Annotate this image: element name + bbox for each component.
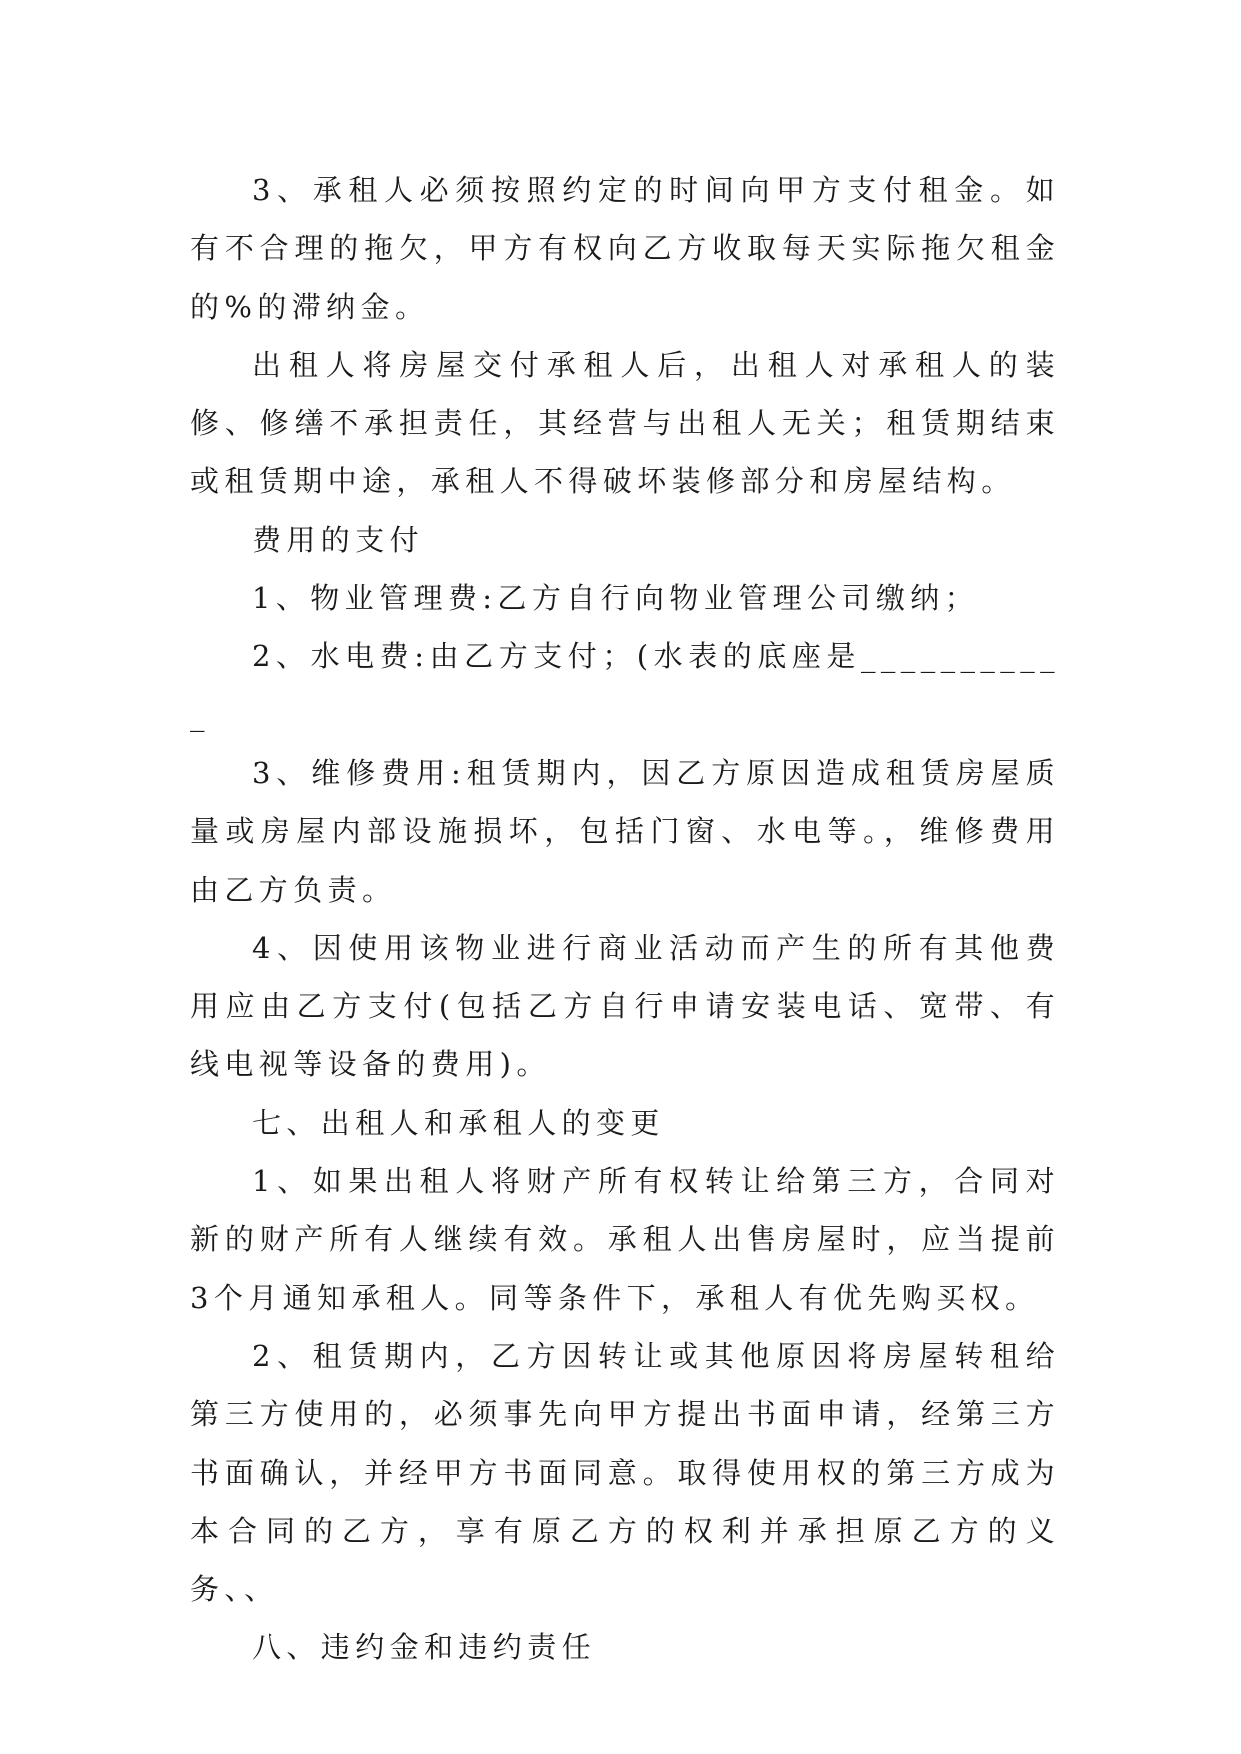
paragraph-rent-payment: 3、承租人必须按照约定的时间向甲方支付租金。如有不合理的拖欠，甲方有权向乙方收取每天实际拖欠租金的%的滞纳金。 [190,173,1060,324]
section-heading-fees: 费用的支付 [252,522,425,557]
paragraph-decoration-liability: 出租人将房屋交付承租人后，出租人对承租人的装修、修缮不承担责任，其经营与出租人无关；租赁期结束或租赁期中途，承租人不得破坏装修部分和房屋结构。 [190,347,1060,499]
paragraph-sublease: 2、租赁期内，乙方因转让或其他原因将房屋转租给第三方使用的，必须事先向甲方提出书面申请，经第三方书面确认，并经甲方书面同意。取得使用权的第三方成为本合同的乙方，享有原乙方的权利并承担原乙方的义务、、 [190,1338,1060,1607]
paragraph-ownership-transfer: 1、如果出租人将财产所有权转让给第三方，合同对新的财产所有人继续有效。承租人出售房屋时，应当提前3个月通知承租人。同等条件下，承租人有优先购买权。 [190,1164,1060,1315]
section-heading-party-change: 七、出租人和承租人的变更 [252,1105,665,1140]
paragraph-utility-fee: 2、水电费:由乙方支付；(水表的底座是___________ [190,639,1060,732]
paragraph-repair-fee: 3、维修费用:租赁期内，因乙方原因造成租赁房屋质量或房屋内部设施损坏，包括门窗、水电等。，维修费用由乙方负责。 [190,755,1060,907]
paragraph-property-fee: 1、物业管理费:乙方自行向物业管理公司缴纳； [252,581,980,616]
section-heading-breach: 八、违约金和违约责任 [252,1630,597,1665]
paragraph-other-fees: 4、因使用该物业进行商业活动而产生的所有其他费用应由乙方支付(包括乙方自行申请安装电话、宽带、有线电视等设备的费用)。 [190,930,1060,1082]
document-body [190,161,1060,1677]
